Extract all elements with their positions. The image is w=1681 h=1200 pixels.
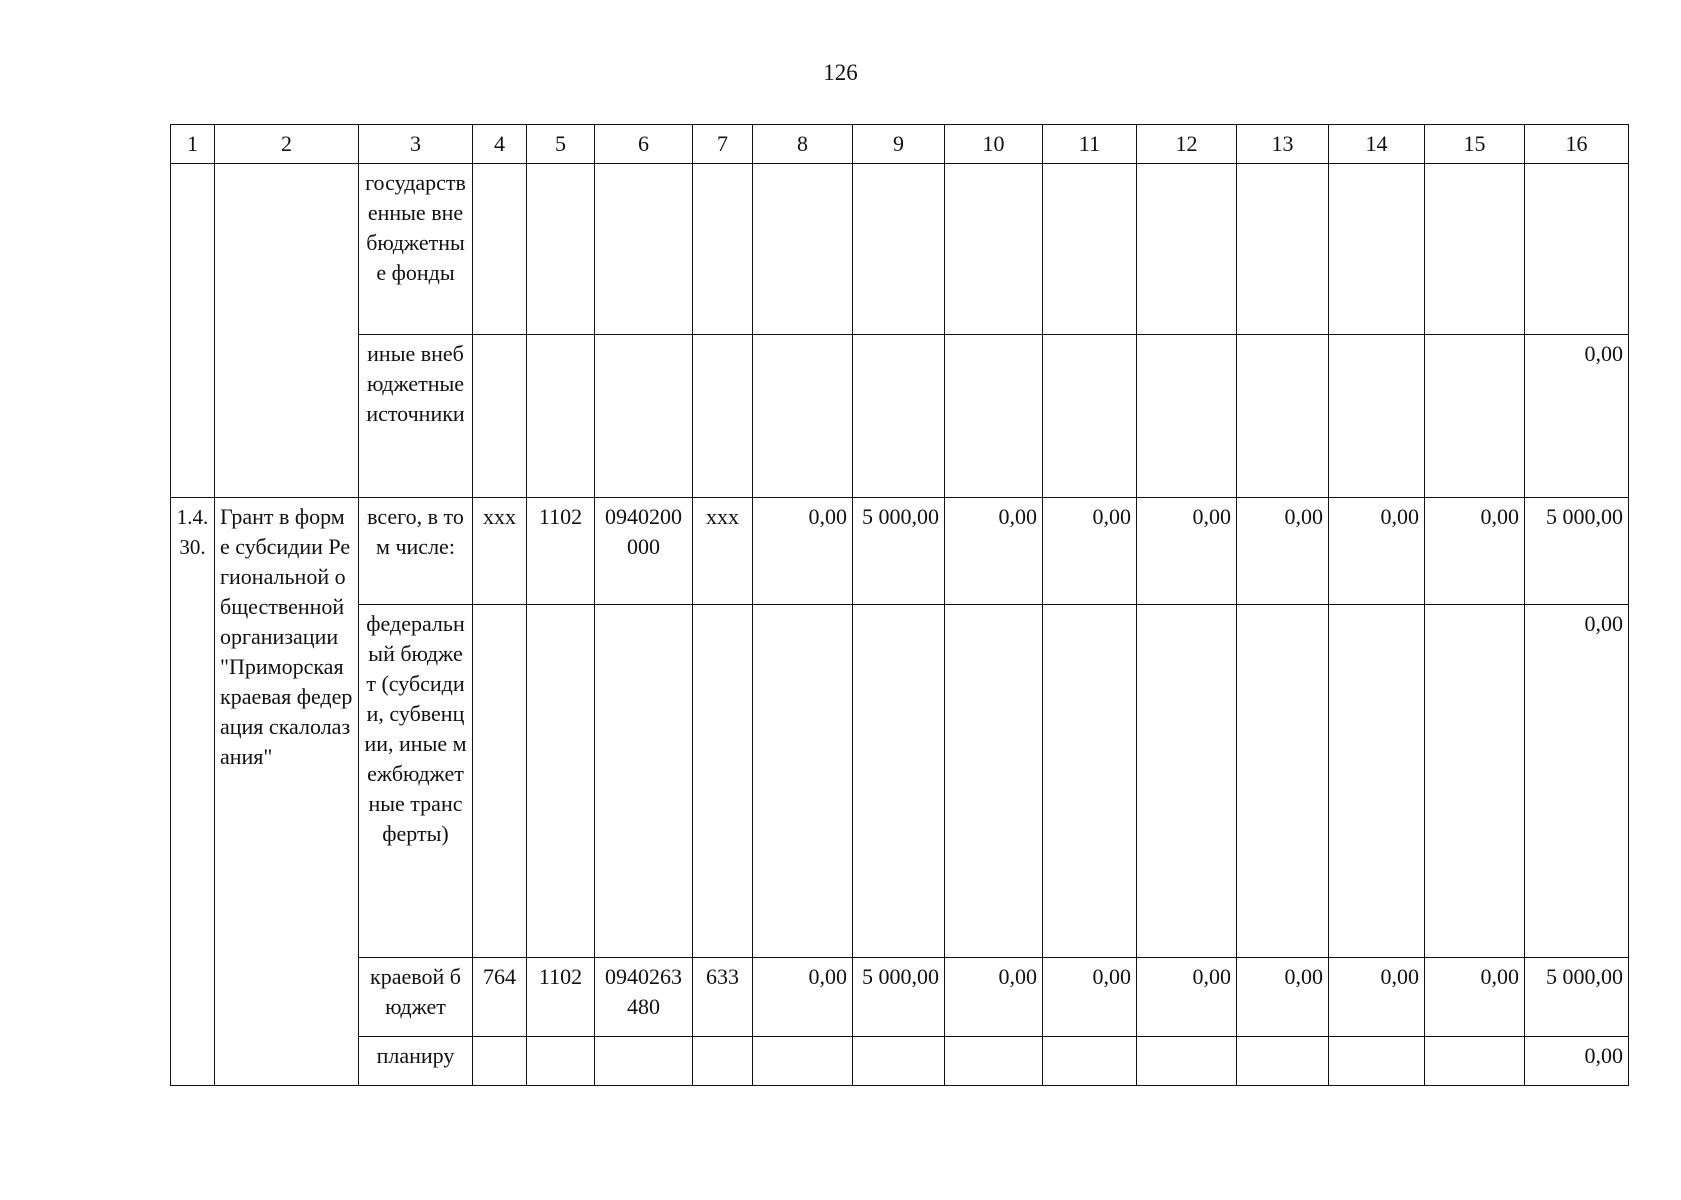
- value-cell-10: 0,00: [945, 958, 1043, 1037]
- col-header-9: 9: [853, 125, 945, 164]
- cell: [1425, 605, 1525, 958]
- value-cell-16: 0,00: [1525, 335, 1629, 498]
- item-name-cell: Грант в форме субсидии Региональной общественной организации "Приморская краевая федерация скалолазания": [215, 498, 359, 1086]
- col-header-8: 8: [753, 125, 853, 164]
- cell: [945, 1037, 1043, 1086]
- value-cell-9: 5 000,00: [853, 958, 945, 1037]
- cell: [1043, 164, 1137, 335]
- value-cell-6: 0940263480: [595, 958, 693, 1037]
- cell: [693, 1037, 753, 1086]
- value-cell-16: 5 000,00: [1525, 958, 1629, 1037]
- header-row: [171, 125, 1629, 164]
- cell: [1329, 1037, 1425, 1086]
- cell: [1043, 1037, 1137, 1086]
- table-row: [171, 164, 1629, 335]
- cell: [595, 1037, 693, 1086]
- value-cell-10: 0,00: [945, 498, 1043, 605]
- cell: [1237, 1037, 1329, 1086]
- value-cell-8: 0,00: [753, 958, 853, 1037]
- col-header-2: 2: [215, 125, 359, 164]
- cell: [1237, 335, 1329, 498]
- cell: [1329, 164, 1425, 335]
- cell: [527, 1037, 595, 1086]
- col-header-16: 16: [1525, 125, 1629, 164]
- value-cell-5: 1102: [527, 498, 595, 605]
- cell: [473, 335, 527, 498]
- value-cell-13: 0,00: [1237, 958, 1329, 1037]
- cell: [1137, 164, 1237, 335]
- value-cell-4: xxx: [473, 498, 527, 605]
- item-number-cell: 1.4.30.: [171, 498, 215, 1086]
- cell: [753, 605, 853, 958]
- value-cell-9: 5 000,00: [853, 498, 945, 605]
- cell: [853, 164, 945, 335]
- cell: [527, 605, 595, 958]
- value-cell-14: 0,00: [1329, 958, 1425, 1037]
- row-name-cell-empty: [215, 164, 359, 498]
- cell: [1425, 1037, 1525, 1086]
- cell: [753, 1037, 853, 1086]
- col-header-5: 5: [527, 125, 595, 164]
- cell: [753, 335, 853, 498]
- table-row: [171, 958, 1629, 1037]
- col-header-7: 7: [693, 125, 753, 164]
- value-cell-14: 0,00: [1329, 498, 1425, 605]
- cell: [1425, 164, 1525, 335]
- row-number-cell-empty: [171, 164, 215, 498]
- cell: [753, 164, 853, 335]
- value-cell-12: 0,00: [1137, 498, 1237, 605]
- value-cell-11: 0,00: [1043, 958, 1137, 1037]
- cell: [527, 164, 595, 335]
- cell: [473, 1037, 527, 1086]
- cell: [945, 605, 1043, 958]
- table-row: [171, 498, 1629, 605]
- col-header-10: 10: [945, 125, 1043, 164]
- cell: [1137, 605, 1237, 958]
- value-cell-7: 633: [693, 958, 753, 1037]
- cell: [1137, 1037, 1237, 1086]
- value-cell-13: 0,00: [1237, 498, 1329, 605]
- col-header-1: 1: [171, 125, 215, 164]
- col-header-15: 15: [1425, 125, 1525, 164]
- col-header-6: 6: [595, 125, 693, 164]
- value-cell-6: 0940200000: [595, 498, 693, 605]
- value-cell-16: 0,00: [1525, 605, 1629, 958]
- cell: [1329, 605, 1425, 958]
- budget-table: [170, 124, 1629, 1086]
- table-row: [171, 335, 1629, 498]
- col-header-3: 3: [359, 125, 473, 164]
- cell: [693, 605, 753, 958]
- cell: [473, 164, 527, 335]
- cell: [945, 335, 1043, 498]
- funding-source-cell: планиру: [359, 1037, 473, 1086]
- cell: [1043, 605, 1137, 958]
- cell: [853, 605, 945, 958]
- value-cell-15: 0,00: [1425, 958, 1525, 1037]
- value-cell-16: 5 000,00: [1525, 498, 1629, 605]
- value-cell-16: 0,00: [1525, 1037, 1629, 1086]
- col-header-14: 14: [1329, 125, 1425, 164]
- value-cell-8: 0,00: [753, 498, 853, 605]
- funding-source-cell: всего, в том числе:: [359, 498, 473, 605]
- cell: [1425, 335, 1525, 498]
- cell: [1237, 164, 1329, 335]
- cell: [527, 335, 595, 498]
- cell: [1525, 164, 1629, 335]
- table-row: [171, 1037, 1629, 1086]
- funding-source-cell: краевой бюджет: [359, 958, 473, 1037]
- value-cell-5: 1102: [527, 958, 595, 1037]
- value-cell-4: 764: [473, 958, 527, 1037]
- page-number: 126: [823, 60, 858, 85]
- cell: [595, 164, 693, 335]
- cell: [1237, 605, 1329, 958]
- cell: [853, 1037, 945, 1086]
- cell: [595, 605, 693, 958]
- cell: [1137, 335, 1237, 498]
- cell: [473, 605, 527, 958]
- cell: [693, 164, 753, 335]
- cell: [1329, 335, 1425, 498]
- cell: [1043, 335, 1137, 498]
- cell: [595, 335, 693, 498]
- cell: [853, 335, 945, 498]
- funding-source-cell: государственные внебюджетные фонды: [359, 164, 473, 335]
- value-cell-15: 0,00: [1425, 498, 1525, 605]
- col-header-11: 11: [1043, 125, 1137, 164]
- col-header-13: 13: [1237, 125, 1329, 164]
- funding-source-cell: иные внебюджетные источники: [359, 335, 473, 498]
- col-header-12: 12: [1137, 125, 1237, 164]
- funding-source-cell: федеральный бюджет (субсидии, субвенции, иные межбюджетные трансферты): [359, 605, 473, 958]
- table-row: [171, 605, 1629, 958]
- cell: [693, 335, 753, 498]
- col-header-4: 4: [473, 125, 527, 164]
- value-cell-11: 0,00: [1043, 498, 1137, 605]
- cell: [945, 164, 1043, 335]
- value-cell-12: 0,00: [1137, 958, 1237, 1037]
- value-cell-7: xxx: [693, 498, 753, 605]
